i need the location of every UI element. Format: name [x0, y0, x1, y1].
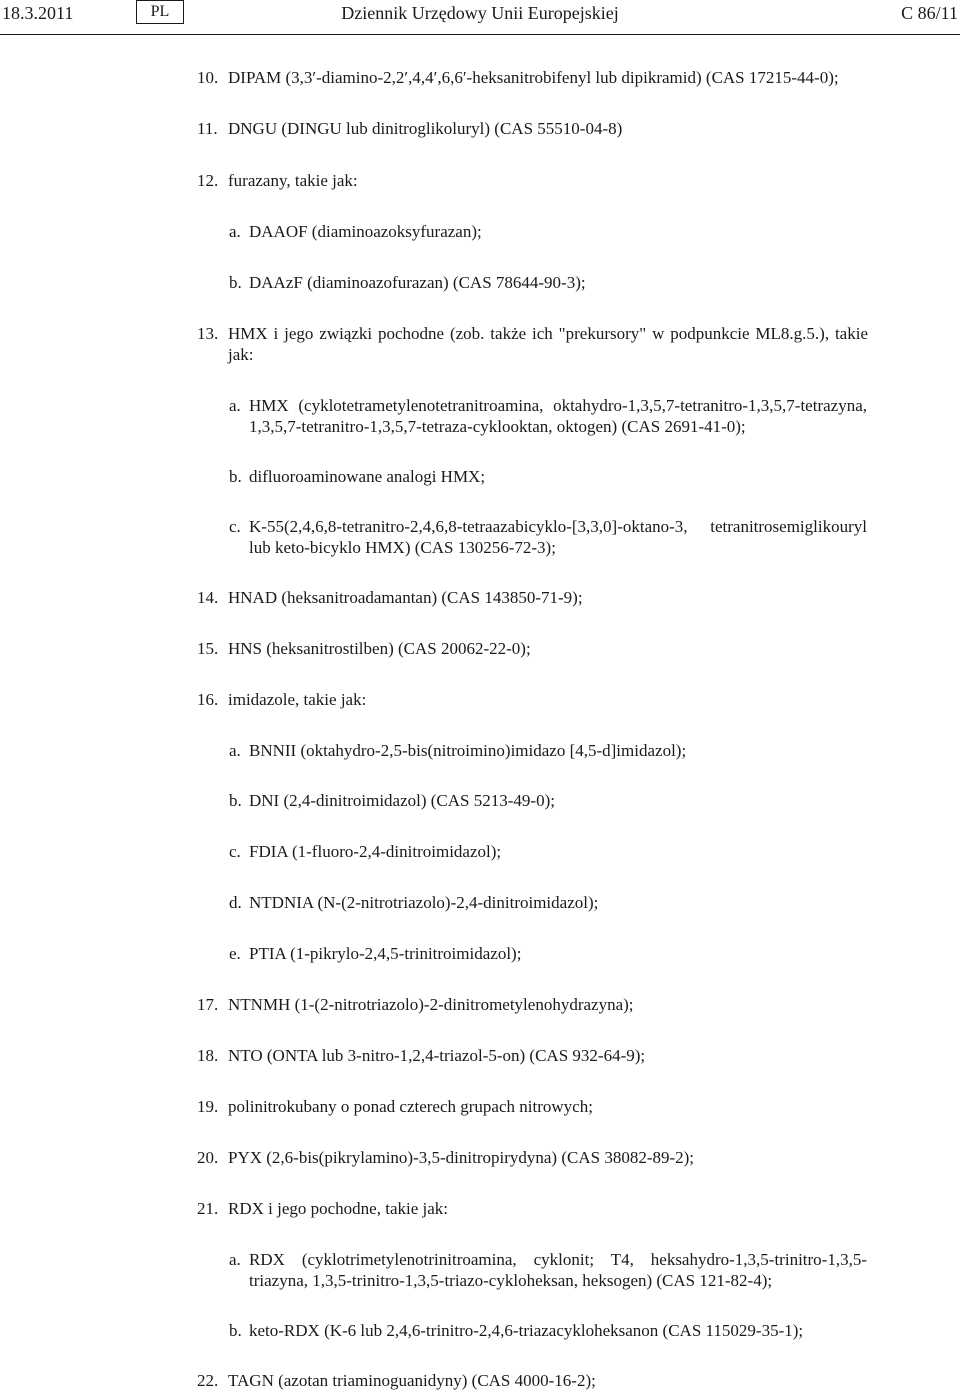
- list-item: [197, 1096, 867, 1118]
- subitem-letter: b.: [229, 273, 242, 292]
- list-subitem: [229, 395, 867, 439]
- subitem-text: RDX (cyklotrimetylenotrinitroamina, cyklonit; T4, heksahydro-1,3,5-trinitro-1,3,5-triazyna, 1,3,5-trinitro-1,3,5-triazo-cykloheksan, heksogen) (CAS 121-82-4);: [249, 1250, 867, 1290]
- item-text: imidazole, takie jak:: [228, 690, 367, 709]
- list-item: [197, 638, 867, 660]
- subitem-text: FDIA (1-fluoro-2,4-dinitroimidazol);: [249, 842, 502, 861]
- list-item: [197, 67, 867, 89]
- item-text: TAGN (azotan triaminoguanidyny) (CAS 4000-16-2);: [228, 1371, 596, 1390]
- item-number: 15.: [197, 639, 219, 658]
- item-number: 18.: [197, 1046, 219, 1065]
- list-subitem: [229, 466, 867, 488]
- item-text: HNAD (heksanitroadamantan) (CAS 143850-71-9);: [228, 588, 583, 607]
- item-number: 13.: [197, 324, 219, 343]
- subitem-letter: d.: [229, 893, 242, 912]
- subitem-text: keto-RDX (K-6 lub 2,4,6-trinitro-2,4,6-triazacykloheksanon (CAS 115029-35-1);: [249, 1321, 804, 1340]
- item-number: 19.: [197, 1097, 219, 1116]
- item-number: 11.: [197, 119, 218, 138]
- item-text: HNS (heksanitrostilben) (CAS 20062-22-0);: [228, 639, 531, 658]
- item-number: 14.: [197, 588, 219, 607]
- list-item: [197, 118, 867, 140]
- subitem-letter: e.: [229, 944, 241, 963]
- item-text: furazany, takie jak:: [228, 171, 358, 190]
- subitem-letter: b.: [229, 1321, 242, 1340]
- subitem-letter: c.: [229, 842, 241, 861]
- list-subitem: [229, 1320, 867, 1342]
- subitem-text: PTIA (1-pikrylo-2,4,5-trinitroimidazol);: [249, 944, 522, 963]
- subitem-text: DAAOF (diaminoazoksyfurazan);: [249, 222, 482, 241]
- item-text: HMX i jego związki pochodne (zob. także ich "prekursory" w podpunkcie ML8.g.5.), takie jak:: [228, 324, 868, 364]
- subitem-text: difluoroaminowane analogi HMX;: [249, 467, 486, 486]
- list-subitem: [229, 740, 867, 762]
- item-number: 10.: [197, 68, 219, 87]
- item-text: NTO (ONTA lub 3-nitro-1,2,4-triazol-5-on) (CAS 932-64-9);: [228, 1046, 646, 1065]
- page-header: [0, 0, 960, 40]
- list-item: [197, 994, 867, 1016]
- list-subitem: [229, 892, 867, 914]
- item-text: PYX (2,6-bis(pikrylamino)-3,5-dinitropirydyna) (CAS 38082-89-2);: [228, 1148, 695, 1167]
- list-item: [197, 1147, 867, 1169]
- journal-title: Dziennik Urzędowy Unii Europejskiej: [341, 3, 619, 23]
- subitem-text: HMX (cyklotetrametylenotetranitroamina, oktahydro-1,3,5,7-tetranitro-1,3,5,7-tetrazyna, 1,3,5,7-tetranitro-1,3,5,7-tetraza-cyklooktan, oktogen) (CAS 2691-41-0);: [249, 396, 867, 436]
- list-item: [197, 689, 867, 711]
- list-item: [197, 1045, 867, 1067]
- subitem-letter: a.: [229, 396, 241, 415]
- item-number: 22.: [197, 1371, 219, 1390]
- list-subitem: [229, 943, 867, 965]
- subitem-letter: b.: [229, 467, 242, 486]
- item-number: 21.: [197, 1199, 219, 1218]
- subitem-letter: b.: [229, 791, 242, 810]
- list-subitem: [229, 841, 867, 863]
- subitem-text: NTDNIA (N-(2-nitrotriazolo)-2,4-dinitroimidazol);: [249, 893, 599, 912]
- subitem-letter: a.: [229, 222, 241, 241]
- list-subitem: [229, 221, 867, 243]
- header-rule: [0, 34, 960, 35]
- language-code-box: PL: [136, 0, 184, 24]
- subitem-text: DAAzF (diaminoazofurazan) (CAS 78644-90-3);: [249, 273, 586, 292]
- subitem-letter: a.: [229, 741, 241, 760]
- list-item: [197, 323, 867, 367]
- item-number: 17.: [197, 995, 219, 1014]
- item-text: DIPAM (3,3′-diamino-2,2′,4,4′,6,6′-heksanitrobifenyl lub dipikramid) (CAS 17215-44-0);: [228, 68, 839, 87]
- subitem-text: DNI (2,4-dinitroimidazol) (CAS 5213-49-0);: [249, 791, 555, 810]
- item-text: NTNMH (1-(2-nitrotriazolo)-2-dinitrometylenohydrazyna);: [228, 995, 634, 1014]
- item-number: 12.: [197, 171, 219, 190]
- page-number: C 86/11: [901, 3, 958, 23]
- item-number: 16.: [197, 690, 219, 709]
- subitem-letter: a.: [229, 1250, 241, 1269]
- publication-date: 18.3.2011: [2, 3, 74, 23]
- list-subitem: [229, 1249, 867, 1293]
- item-text: polinitrokubany o ponad czterech grupach nitrowych;: [228, 1097, 593, 1116]
- subitem-text: K-55(2,4,6,8-tetranitro-2,4,6,8-tetraazabicyklo-[3,3,0]-oktano-3, tetranitrosemiglikouryl lub keto-bicyklo HMX) (CAS 130256-72-3);: [249, 517, 867, 557]
- subitem-letter: c.: [229, 517, 241, 536]
- list-item: [197, 170, 867, 192]
- item-text: RDX i jego pochodne, takie jak:: [228, 1199, 449, 1218]
- list-subitem: [229, 272, 867, 294]
- list-item: [197, 1198, 867, 1220]
- list-item: [197, 587, 867, 609]
- item-number: 20.: [197, 1148, 219, 1167]
- subitem-text: BNNII (oktahydro-2,5-bis(nitroimino)imidazo [4,5-d]imidazol);: [249, 741, 687, 760]
- list-subitem: [229, 516, 867, 560]
- list-subitem: [229, 790, 867, 812]
- item-text: DNGU (DINGU lub dinitroglikoluryl) (CAS 55510-04-8): [228, 119, 623, 138]
- list-item: [197, 1370, 867, 1392]
